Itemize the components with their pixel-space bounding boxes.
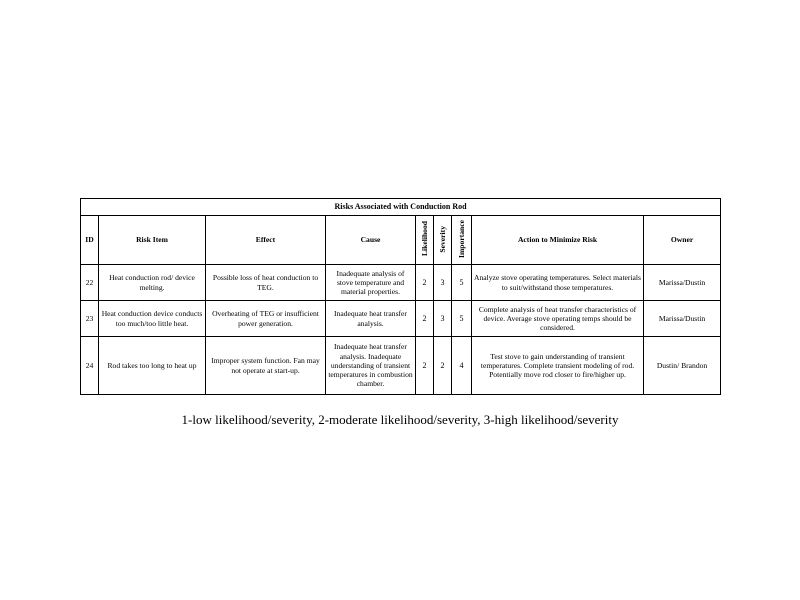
table-row bbox=[81, 265, 721, 301]
header-action: Action to Minimize Risk bbox=[472, 216, 644, 265]
cell-id: 22 bbox=[81, 265, 99, 301]
header-severity-label: Severity bbox=[437, 225, 447, 253]
cell-likelihood: 2 bbox=[416, 337, 434, 395]
header-risk-item: Risk Item bbox=[99, 216, 206, 265]
cell-importance: 5 bbox=[452, 265, 472, 301]
cell-id: 23 bbox=[81, 301, 99, 337]
cell-owner: Marissa/Dustin bbox=[644, 301, 721, 337]
table-row bbox=[81, 301, 721, 337]
table-row bbox=[81, 337, 721, 395]
cell-likelihood: 2 bbox=[416, 265, 434, 301]
cell-risk-item: Rod takes too long to heat up bbox=[99, 337, 206, 395]
risk-table-container bbox=[80, 198, 720, 395]
header-likelihood-label: Likelihood bbox=[419, 221, 429, 257]
cell-risk-item: Heat conduction device conducts too much/too little heat. bbox=[99, 301, 206, 337]
cell-severity: 3 bbox=[434, 265, 452, 301]
header-severity bbox=[434, 216, 452, 265]
cell-owner: Marissa/Dustin bbox=[644, 265, 721, 301]
header-importance-label: Importance bbox=[456, 219, 466, 258]
table-title: Risks Associated with Conduction Rod bbox=[81, 199, 721, 216]
cell-cause: Inadequate heat transfer analysis. Inadequate understanding of transient temperatures in combustion chamber. bbox=[326, 337, 416, 395]
header-id: ID bbox=[81, 216, 99, 265]
cell-action: Test stove to gain understanding of transient temperatures. Complete transient modeling of rod. Potentially move rod closer to fire/higher up. bbox=[472, 337, 644, 395]
cell-severity: 3 bbox=[434, 301, 452, 337]
cell-severity: 2 bbox=[434, 337, 452, 395]
header-effect: Effect bbox=[206, 216, 326, 265]
cell-action: Analyze stove operating temperatures. Select materials to suit/withstand those temperatures. bbox=[472, 265, 644, 301]
likelihood-severity-legend: 1-low likelihood/severity, 2-moderate likelihood/severity, 3-high likelihood/severity bbox=[181, 412, 619, 427]
cell-importance: 5 bbox=[452, 301, 472, 337]
cell-cause: Inadequate analysis of stove temperature and material properties. bbox=[326, 265, 416, 301]
cell-importance: 4 bbox=[452, 337, 472, 395]
cell-risk-item: Heat conduction rod/ device melting. bbox=[99, 265, 206, 301]
cell-id: 24 bbox=[81, 337, 99, 395]
cell-likelihood: 2 bbox=[416, 301, 434, 337]
header-importance bbox=[452, 216, 472, 265]
header-row bbox=[81, 216, 721, 265]
cell-effect: Improper system function. Fan may not operate at start-up. bbox=[206, 337, 326, 395]
cell-effect: Possible loss of heat conduction to TEG. bbox=[206, 265, 326, 301]
cell-effect: Overheating of TEG or insufficient power generation. bbox=[206, 301, 326, 337]
cell-owner: Dustin/ Brandon bbox=[644, 337, 721, 395]
header-owner: Owner bbox=[644, 216, 721, 265]
cell-cause: Inadequate heat transfer analysis. bbox=[326, 301, 416, 337]
cell-action: Complete analysis of heat transfer characteristics of device. Average stove operating temps should be considered. bbox=[472, 301, 644, 337]
header-likelihood bbox=[416, 216, 434, 265]
header-cause: Cause bbox=[326, 216, 416, 265]
risk-table bbox=[80, 198, 721, 395]
